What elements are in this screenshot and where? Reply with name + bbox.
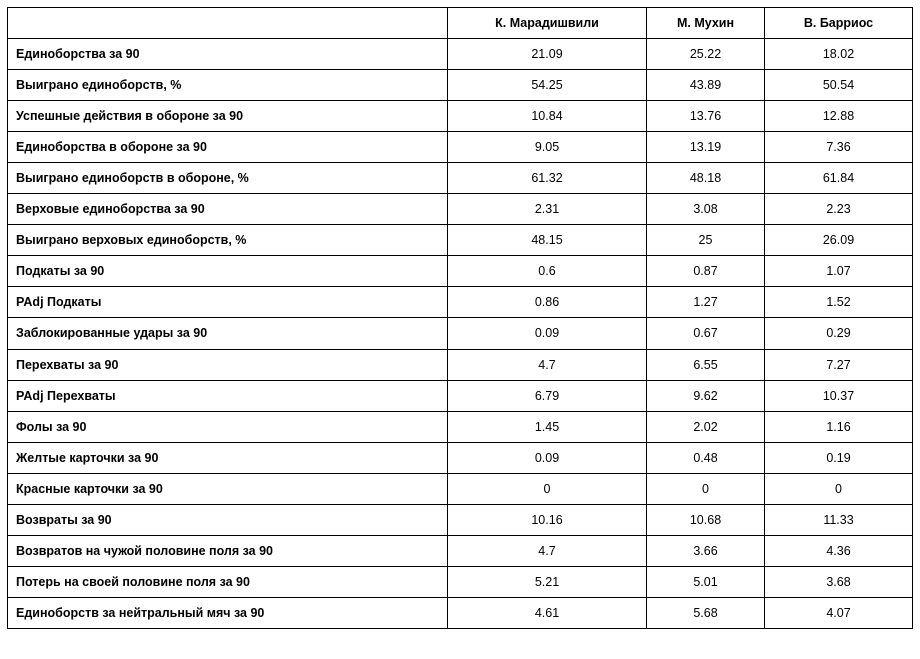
cell-player-1: 0.86 — [448, 287, 647, 318]
cell-player-2: 0 — [647, 473, 765, 504]
cell-player-1: 0.6 — [448, 256, 647, 287]
row-label: Заблокированные удары за 90 — [8, 318, 448, 349]
row-label: Выиграно единоборств, % — [8, 70, 448, 101]
cell-player-1: 0.09 — [448, 442, 647, 473]
cell-player-2: 13.19 — [647, 132, 765, 163]
cell-player-1: 10.16 — [448, 504, 647, 535]
row-label: Возвратов на чужой половине поля за 90 — [8, 535, 448, 566]
row-label: Верховые единоборства за 90 — [8, 194, 448, 225]
stats-table-container — [7, 7, 913, 629]
table-row — [8, 70, 913, 101]
cell-player-2: 6.55 — [647, 349, 765, 380]
cell-player-2: 10.68 — [647, 504, 765, 535]
cell-player-2: 13.76 — [647, 101, 765, 132]
cell-player-1: 5.21 — [448, 566, 647, 597]
cell-player-1: 54.25 — [448, 70, 647, 101]
player-comparison-table — [7, 7, 913, 629]
cell-player-3: 1.16 — [765, 411, 913, 442]
cell-player-1: 0.09 — [448, 318, 647, 349]
table-row — [8, 566, 913, 597]
table-row — [8, 442, 913, 473]
cell-player-2: 0.87 — [647, 256, 765, 287]
cell-player-3: 50.54 — [765, 70, 913, 101]
cell-player-1: 4.7 — [448, 349, 647, 380]
cell-player-2: 1.27 — [647, 287, 765, 318]
cell-player-2: 0.48 — [647, 442, 765, 473]
cell-player-3: 3.68 — [765, 566, 913, 597]
table-row — [8, 163, 913, 194]
table-row — [8, 39, 913, 70]
cell-player-2: 43.89 — [647, 70, 765, 101]
cell-player-1: 1.45 — [448, 411, 647, 442]
table-row — [8, 101, 913, 132]
cell-player-1: 0 — [448, 473, 647, 504]
row-label: Желтые карточки за 90 — [8, 442, 448, 473]
row-label: Фолы за 90 — [8, 411, 448, 442]
cell-player-1: 6.79 — [448, 380, 647, 411]
table-row — [8, 535, 913, 566]
table-row — [8, 256, 913, 287]
row-label: PAdj Подкаты — [8, 287, 448, 318]
header-player-2: М. Мухин — [647, 8, 765, 39]
row-label: Единоборства за 90 — [8, 39, 448, 70]
header-player-3: В. Барриос — [765, 8, 913, 39]
header-row — [8, 8, 913, 39]
cell-player-3: 7.36 — [765, 132, 913, 163]
cell-player-2: 5.01 — [647, 566, 765, 597]
row-label: Единоборств за нейтральный мяч за 90 — [8, 597, 448, 628]
table-row — [8, 597, 913, 628]
table-row — [8, 287, 913, 318]
row-label: Успешные действия в обороне за 90 — [8, 101, 448, 132]
table-row — [8, 318, 913, 349]
cell-player-3: 1.52 — [765, 287, 913, 318]
row-label: Перехваты за 90 — [8, 349, 448, 380]
table-row — [8, 225, 913, 256]
row-label: Красные карточки за 90 — [8, 473, 448, 504]
cell-player-3: 4.36 — [765, 535, 913, 566]
cell-player-3: 61.84 — [765, 163, 913, 194]
cell-player-2: 3.08 — [647, 194, 765, 225]
table-row — [8, 132, 913, 163]
cell-player-1: 21.09 — [448, 39, 647, 70]
cell-player-1: 10.84 — [448, 101, 647, 132]
cell-player-3: 4.07 — [765, 597, 913, 628]
cell-player-3: 0.29 — [765, 318, 913, 349]
cell-player-2: 0.67 — [647, 318, 765, 349]
table-row — [8, 473, 913, 504]
cell-player-2: 25.22 — [647, 39, 765, 70]
row-label: Выиграно верховых единоборств, % — [8, 225, 448, 256]
cell-player-2: 48.18 — [647, 163, 765, 194]
cell-player-3: 26.09 — [765, 225, 913, 256]
row-label: Выиграно единоборств в обороне, % — [8, 163, 448, 194]
cell-player-3: 18.02 — [765, 39, 913, 70]
cell-player-1: 61.32 — [448, 163, 647, 194]
cell-player-3: 7.27 — [765, 349, 913, 380]
cell-player-2: 5.68 — [647, 597, 765, 628]
table-row — [8, 349, 913, 380]
table-row — [8, 380, 913, 411]
cell-player-3: 2.23 — [765, 194, 913, 225]
cell-player-1: 48.15 — [448, 225, 647, 256]
table-row — [8, 194, 913, 225]
cell-player-1: 2.31 — [448, 194, 647, 225]
table-row — [8, 504, 913, 535]
table-body — [8, 39, 913, 629]
cell-player-3: 0 — [765, 473, 913, 504]
cell-player-1: 9.05 — [448, 132, 647, 163]
row-label: Подкаты за 90 — [8, 256, 448, 287]
cell-player-1: 4.7 — [448, 535, 647, 566]
header-player-1: К. Марадишвили — [448, 8, 647, 39]
cell-player-3: 12.88 — [765, 101, 913, 132]
cell-player-3: 0.19 — [765, 442, 913, 473]
row-label: PAdj Перехваты — [8, 380, 448, 411]
row-label: Возвраты за 90 — [8, 504, 448, 535]
cell-player-1: 4.61 — [448, 597, 647, 628]
header-empty — [8, 8, 448, 39]
row-label: Единоборства в обороне за 90 — [8, 132, 448, 163]
row-label: Потерь на своей половине поля за 90 — [8, 566, 448, 597]
cell-player-2: 3.66 — [647, 535, 765, 566]
cell-player-2: 2.02 — [647, 411, 765, 442]
cell-player-3: 1.07 — [765, 256, 913, 287]
cell-player-2: 9.62 — [647, 380, 765, 411]
cell-player-3: 10.37 — [765, 380, 913, 411]
cell-player-2: 25 — [647, 225, 765, 256]
table-row — [8, 411, 913, 442]
cell-player-3: 11.33 — [765, 504, 913, 535]
